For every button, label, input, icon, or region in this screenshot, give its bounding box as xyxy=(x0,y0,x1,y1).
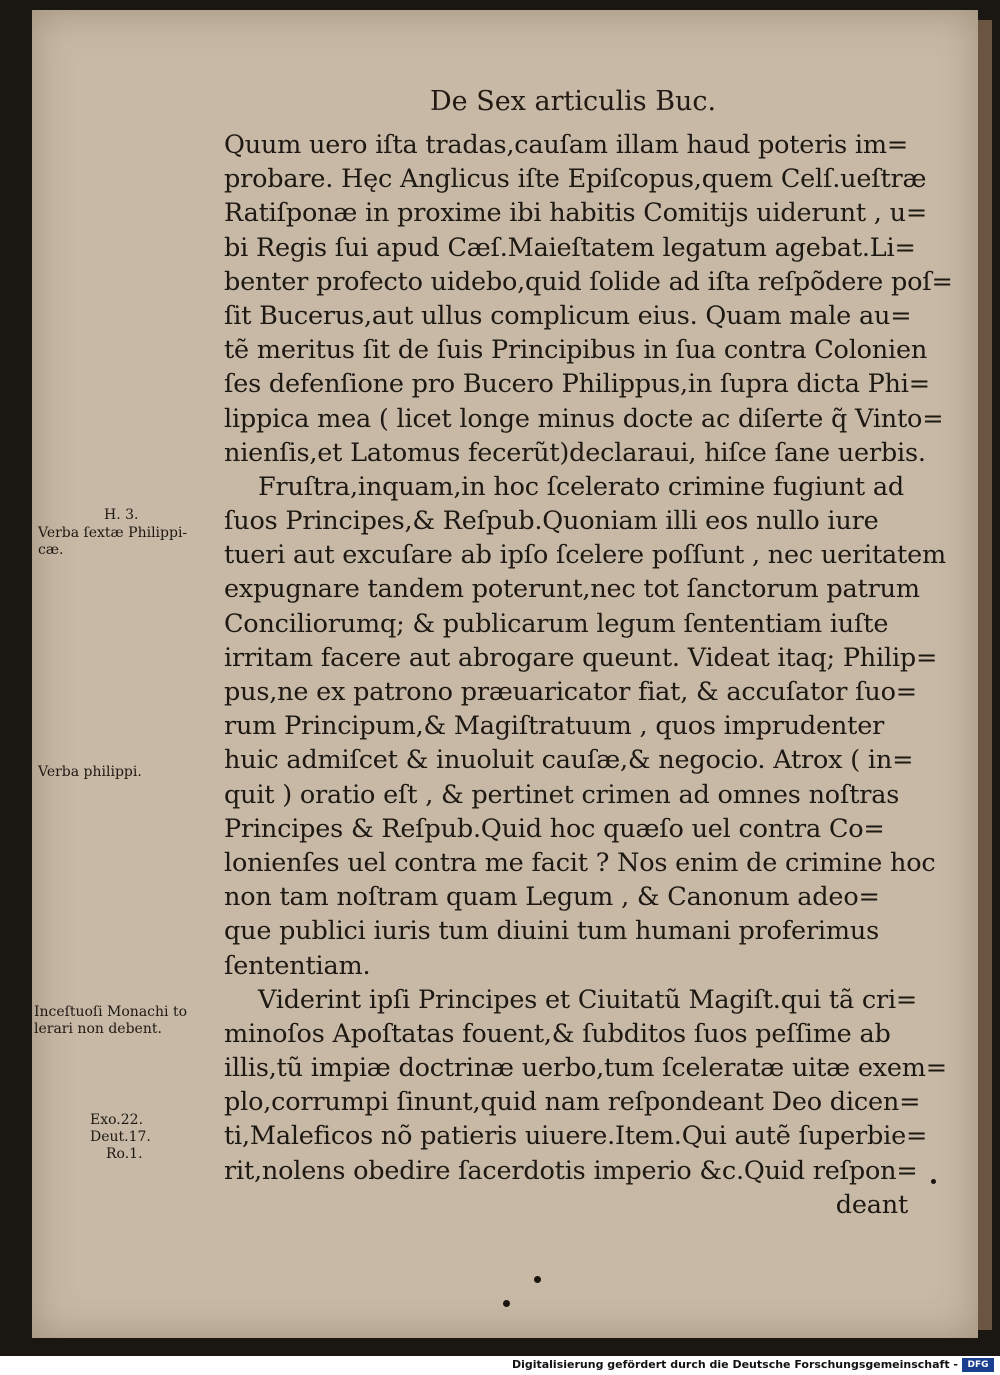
text-line: Viderint ipſi Principes et Ciuitatũ Magiſt.qui tã cri= xyxy=(258,984,918,1015)
text-line: rum Principum,& Magiſtratuum , quos imprudenter xyxy=(224,711,885,742)
marginal-note-incestuosi: Inceſtuoſi Monachi to xyxy=(34,1004,188,1020)
text-line: Fruſtra,inquam,in hoc ſcelerato crimine fugiunt ad xyxy=(258,471,904,502)
text-line: rit,nolens obedire ſacerdotis imperio &c.Quid reſpon= xyxy=(224,1155,918,1186)
text-line: que publici iuris tum diuini tum humani proferimus xyxy=(224,916,879,947)
text-line: irritam facere aut abrogare queunt. Videat itaq; Philip= xyxy=(224,642,938,673)
marginal-ref-deuteronomy: Deut.17. xyxy=(90,1129,151,1145)
text-line: plo,corrumpi ſinunt,quid nam reſpondeant Deo dicen= xyxy=(224,1087,921,1118)
text-line: tueri aut excuſare ab ipſo ſcelere poſſunt , nec ueritatem xyxy=(224,540,946,571)
running-head: De Sex articulis Buc. xyxy=(430,86,717,117)
marginal-note-verba-sextae: Verba ſextæ Philippi- xyxy=(38,525,188,541)
text-line: Principes & Reſpub.Quid hoc quæſo uel contra Co= xyxy=(224,813,885,844)
text-line: huic admiſcet & inuoluit cauſæ,& negocio. Atrox ( in= xyxy=(224,745,914,776)
text-line: probare. Hęc Anglicus iſte Epiſcopus,quem Celſ.ueſtræ xyxy=(224,164,927,195)
text-line: pus,ne ex patrono præuaricator fiat, & accuſator ſuo= xyxy=(224,677,917,707)
marginal-note-verba-philippi: Verba philippi. xyxy=(38,764,142,780)
text-line: Ratiſponæ in proxime ibi habitis Comitijs uiderunt , u= xyxy=(224,198,927,229)
text-line: illis,tũ impiæ doctrinæ uerbo,tum ſceleratæ uitæ exem= xyxy=(224,1053,947,1084)
dfg-logo: DFG xyxy=(962,1358,994,1372)
text-line: tẽ meritus ſit de ſuis Principibus in ſua contra Colonien xyxy=(224,335,928,366)
text-line: ſit Bucerus,aut ullus complicum eius. Quam male au= xyxy=(224,300,912,331)
ink-spot xyxy=(503,1300,510,1307)
text-line: ſes defenſione pro Bucero Philippus,in ſupra dicta Phi= xyxy=(224,369,930,400)
page-edge xyxy=(978,20,992,1330)
text-line: nienſis,et Latomus fecerũt)declaraui, hiſce ſane uerbis. xyxy=(224,437,926,468)
text-line: Quum uero iſta tradas,cauſam illam haud poteris im= xyxy=(224,130,909,160)
text-line: lippica mea ( licet longe minus docte ac diſerte q̃ Vinto= xyxy=(224,403,944,434)
text-line: bi Regis ſui apud Cæſ.Maieſtatem legatum agebat.Li= xyxy=(224,232,916,263)
marginal-ref-exodus: Exo.22. xyxy=(90,1112,144,1128)
text-line: expugnare tandem poterunt,nec tot ſanctorum patrum xyxy=(224,574,920,605)
ink-spot xyxy=(534,1276,541,1283)
footer-bar xyxy=(0,1356,1000,1375)
catchword: deant xyxy=(835,1189,908,1220)
text-line: ſententiam. xyxy=(224,950,371,981)
ink-spot xyxy=(931,1179,936,1184)
main-text-block xyxy=(224,128,953,1222)
marginal-ref-romans: Ro.1. xyxy=(106,1146,143,1162)
marginal-note-incestuosi-cont: lerari non debent. xyxy=(34,1021,162,1037)
text-line: ti,Maleficos nõ patieris uiuere.Item.Qui autẽ ſuperbie= xyxy=(224,1121,928,1152)
text-line: benter profecto uidebo,quid ſolide ad iſta reſpõdere poſ= xyxy=(224,266,953,297)
text-line: quit ) oratio eſt , & pertinet crimen ad omnes noſtras xyxy=(224,779,900,810)
text-line: Conciliorumq; & publicarum legum ſententiam iuſte xyxy=(224,608,889,639)
text-line: lonienſes uel contra me facit ? Nos enim de crimine hoc xyxy=(224,847,936,878)
funding-credit: Digitalisierung gefördert durch die Deutsche Forschungsgemeinschaft - xyxy=(511,1358,958,1371)
marginal-note-verba-sextae-cont: cæ. xyxy=(38,542,64,558)
marginal-note-ref: H. 3. xyxy=(104,507,139,523)
text-line: ſuos Principes,& Reſpub.Quoniam illi eos nullo iure xyxy=(224,506,879,537)
text-line: non tam noſtram quam Legum , & Canonum adeo= xyxy=(224,882,880,913)
text-line: minoſos Apoſtatas fouent,& ſubditos ſuos peſſime ab xyxy=(224,1018,891,1049)
